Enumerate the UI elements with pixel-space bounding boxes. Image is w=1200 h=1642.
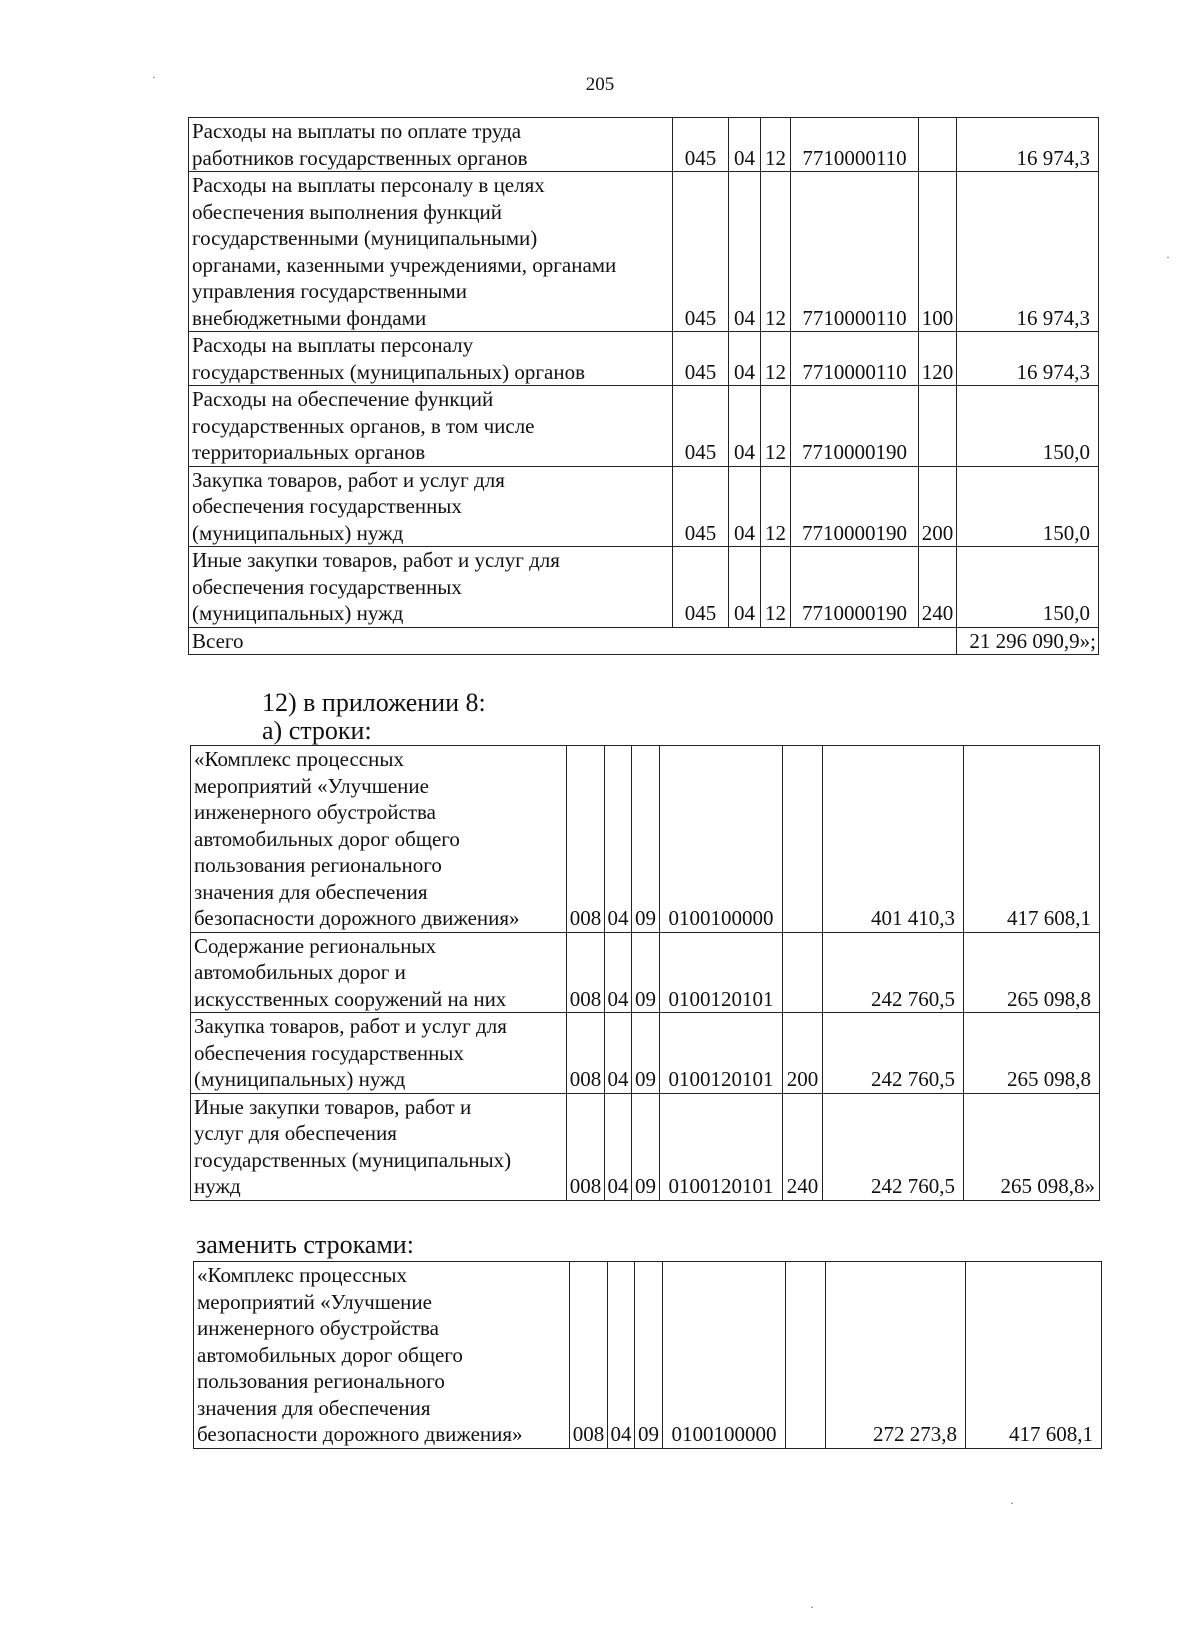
cell-code: 008 xyxy=(567,1093,605,1200)
subsection-heading: а) строки: xyxy=(262,716,372,745)
cell-type xyxy=(786,1262,826,1449)
row-name: Расходы на выплаты персоналу в целях обеспечения выполнения функций государственными (муниципальными) органами, казенными учреждениями, органами управления государственными внебюджетными фондами xyxy=(189,172,673,332)
cell-subsection: 09 xyxy=(632,1013,660,1094)
page-number: 205 xyxy=(585,74,615,95)
cell-target: 7710000190 xyxy=(791,386,919,467)
cell-subsection: 12 xyxy=(761,386,791,467)
scan-speck: · xyxy=(1010,1496,1014,1510)
table-row xyxy=(194,1262,1102,1449)
cell-code: 008 xyxy=(570,1262,608,1449)
cell-code: 008 xyxy=(567,1013,605,1094)
cell-subsection: 12 xyxy=(761,547,791,628)
scan-speck: · xyxy=(1166,250,1170,264)
row-name: Расходы на выплаты персоналу государственных (муниципальных) органов xyxy=(189,332,673,386)
cell-type: 200 xyxy=(919,466,957,547)
cell-amount-2: 417 608,1 xyxy=(966,1262,1102,1449)
cell-section: 04 xyxy=(605,1093,632,1200)
cell-amount-2: 265 098,8 xyxy=(964,932,1100,1013)
cell-subsection: 09 xyxy=(632,746,660,933)
cell-type: 240 xyxy=(783,1093,823,1200)
cell-section: 04 xyxy=(729,172,761,332)
row-name: Содержание региональных автомобильных дорог и искусственных сооружений на них xyxy=(191,932,567,1013)
budget-table-expenses xyxy=(188,117,1099,655)
cell-section: 04 xyxy=(729,332,761,386)
table-row xyxy=(189,547,1099,628)
cell-code: 045 xyxy=(673,172,729,332)
table-row xyxy=(191,1013,1100,1094)
cell-type xyxy=(919,118,957,172)
cell-amount: 16 974,3 xyxy=(957,172,1099,332)
cell-section: 04 xyxy=(605,1013,632,1094)
cell-amount-2: 417 608,1 xyxy=(964,746,1100,933)
row-name: Расходы на выплаты по оплате труда работников государственных органов xyxy=(189,118,673,172)
section-heading: 12) в приложении 8: xyxy=(262,688,486,717)
table-row-total xyxy=(189,627,1099,655)
cell-type: 100 xyxy=(919,172,957,332)
cell-subsection: 09 xyxy=(632,1093,660,1200)
cell-type xyxy=(783,932,823,1013)
cell-section: 04 xyxy=(729,118,761,172)
table-row xyxy=(189,172,1099,332)
cell-amount-1: 242 760,5 xyxy=(823,1093,964,1200)
cell-target: 0100120101 xyxy=(660,1013,783,1094)
table-row xyxy=(189,118,1099,172)
cell-code: 045 xyxy=(673,118,729,172)
row-name: Закупка товаров, работ и услуг для обеспечения государственных (муниципальных) нужд xyxy=(191,1013,567,1094)
cell-section: 04 xyxy=(729,547,761,628)
cell-code: 045 xyxy=(673,547,729,628)
cell-target: 0100120101 xyxy=(660,932,783,1013)
cell-subsection: 09 xyxy=(635,1262,663,1449)
total-amount: 21 296 090,9»; xyxy=(957,627,1099,655)
cell-type: 240 xyxy=(919,547,957,628)
cell-code: 045 xyxy=(673,332,729,386)
cell-amount-1: 242 760,5 xyxy=(823,1013,964,1094)
cell-section: 04 xyxy=(729,466,761,547)
cell-subsection: 12 xyxy=(761,172,791,332)
replace-heading: заменить строками: xyxy=(196,1230,414,1259)
cell-target: 7710000110 xyxy=(791,172,919,332)
cell-amount-1: 401 410,3 xyxy=(823,746,964,933)
cell-target: 0100100000 xyxy=(660,746,783,933)
row-name: Закупка товаров, работ и услуг для обеспечения государственных (муниципальных) нужд xyxy=(189,466,673,547)
cell-amount-1: 242 760,5 xyxy=(823,932,964,1013)
cell-amount-2: 265 098,8» xyxy=(964,1093,1100,1200)
scan-speck: · xyxy=(810,1600,814,1614)
cell-section: 04 xyxy=(605,746,632,933)
row-name: Иные закупки товаров, работ и услуг для обеспечения государственных (муниципальных) нужд xyxy=(191,1093,567,1200)
row-name: Расходы на обеспечение функций государственных органов, в том числе территориальных органов xyxy=(189,386,673,467)
table-row xyxy=(191,932,1100,1013)
cell-code: 045 xyxy=(673,386,729,467)
table-row xyxy=(191,746,1100,933)
cell-amount: 150,0 xyxy=(957,386,1099,467)
cell-amount-1: 272 273,8 xyxy=(826,1262,966,1449)
cell-subsection: 12 xyxy=(761,332,791,386)
cell-amount: 16 974,3 xyxy=(957,118,1099,172)
cell-section: 04 xyxy=(605,932,632,1013)
cell-code: 045 xyxy=(673,466,729,547)
cell-amount: 150,0 xyxy=(957,547,1099,628)
cell-target: 0100120101 xyxy=(660,1093,783,1200)
cell-amount-2: 265 098,8 xyxy=(964,1013,1100,1094)
cell-target: 7710000190 xyxy=(791,466,919,547)
cell-code: 008 xyxy=(567,932,605,1013)
cell-target: 7710000110 xyxy=(791,332,919,386)
cell-target: 7710000190 xyxy=(791,547,919,628)
cell-amount: 150,0 xyxy=(957,466,1099,547)
table-row xyxy=(189,386,1099,467)
scan-speck: · xyxy=(152,70,156,84)
cell-type: 120 xyxy=(919,332,957,386)
table-row xyxy=(191,1093,1100,1200)
cell-subsection: 12 xyxy=(761,466,791,547)
table-row xyxy=(189,466,1099,547)
cell-amount: 16 974,3 xyxy=(957,332,1099,386)
cell-target: 0100100000 xyxy=(663,1262,786,1449)
total-label: Всего xyxy=(189,627,957,655)
cell-target: 7710000110 xyxy=(791,118,919,172)
cell-section: 04 xyxy=(608,1262,635,1449)
row-name: «Комплекс процессных мероприятий «Улучшение инженерного обустройства автомобильных дорог общего пользования регионального значения для обеспечения безопасности дорожного движения» xyxy=(194,1262,570,1449)
budget-table-replacement-rows xyxy=(193,1261,1102,1449)
table-row xyxy=(189,332,1099,386)
cell-code: 008 xyxy=(567,746,605,933)
cell-type xyxy=(919,386,957,467)
cell-type: 200 xyxy=(783,1013,823,1094)
row-name: «Комплекс процессных мероприятий «Улучшение инженерного обустройства автомобильных дорог общего пользования регионального значения для обеспечения безопасности дорожного движения» xyxy=(191,746,567,933)
cell-subsection: 12 xyxy=(761,118,791,172)
cell-section: 04 xyxy=(729,386,761,467)
cell-subsection: 09 xyxy=(632,932,660,1013)
row-name: Иные закупки товаров, работ и услуг для обеспечения государственных (муниципальных) нужд xyxy=(189,547,673,628)
cell-type xyxy=(783,746,823,933)
budget-table-original-rows xyxy=(190,745,1100,1201)
